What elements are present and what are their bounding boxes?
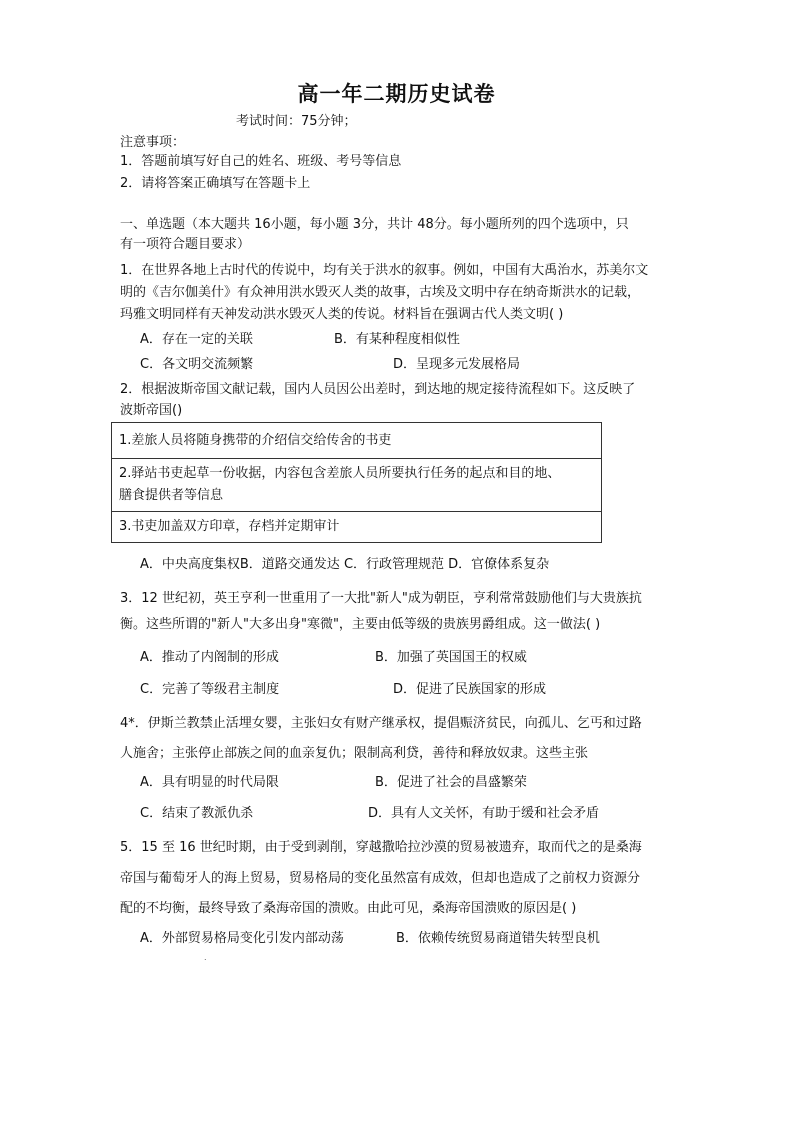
q1-option-d[interactable]: D．呈现多元发展格局: [393, 357, 521, 372]
section-heading: 一、单选题（本大题共 16小题，每小题 3分，共计 48分。每小题所列的四个选项中，只: [120, 217, 629, 232]
q3-stem-line: 3．12 世纪初，英王亨利一世重用了一大批"新人"成为朝臣，亨利常常鼓励他们与大贵族抗: [120, 591, 642, 606]
q4-stem-line: 4*．伊斯兰教禁止活埋女婴，主张妇女有财产继承权，提倡赈济贫民，向孤儿、乞丐和过路: [120, 716, 642, 731]
q2-stem-line: 波斯帝国(): [120, 403, 183, 418]
section-heading-cont: 有一项符合题目要求）: [120, 237, 251, 252]
q5-stem-line: 配的不均衡，最终导致了桑海帝国的溃败。由此可见，桑海帝国溃败的原因是( ): [120, 901, 577, 916]
q3-option-b[interactable]: B．加强了英国国王的权威: [375, 650, 527, 665]
q4-option-c[interactable]: C．结束了教派仇杀: [140, 806, 254, 821]
q5-option-a[interactable]: A．外部贸易格局变化引发内部动荡: [140, 931, 344, 946]
q4-stem-line: 人施舍；主张停止部族之间的血亲复仇；限制高利贷，善待和释放奴隶。这些主张: [120, 746, 589, 761]
q1-stem-line: 明的《吉尔伽美什》有众神用洪水毁灭人类的故事，古埃及文明中存在纳奇斯洪水的记载，: [120, 285, 641, 300]
table-row: [112, 459, 601, 512]
q1-stem-line: 1．在世界各地上古时代的传说中，均有关于洪水的叙事。例如，中国有大禹治水，苏美尔文: [120, 263, 649, 278]
q5-stem-line: 5．15 至 16 世纪时期，由于受到剥削，穿越撒哈拉沙漠的贸易被遗弃，取而代之的是桑海: [120, 840, 642, 855]
table-cell: 2.驿站书吏起草一份收据，内容包含差旅人员所要执行任务的起点和目的地、: [119, 466, 561, 481]
q1-stem-line: 玛雅文明同样有天神发动洪水毁灭人类的传说。材料旨在强调古代人类文明( ): [120, 307, 564, 322]
table-row: [112, 423, 601, 459]
notice-heading: 注意事项：: [120, 135, 186, 150]
table-row: [112, 512, 601, 542]
q1-option-b[interactable]: B．有某种程度相似性: [334, 332, 460, 347]
q1-option-c[interactable]: C．各文明交流频繁: [140, 357, 254, 372]
q3-option-a[interactable]: A．推动了内阁制的形成: [140, 650, 279, 665]
notice-item: 1．答题前填写好自己的姓名、班级、考号等信息: [120, 154, 402, 169]
q3-option-d[interactable]: D．促进了民族国家的形成: [393, 682, 547, 697]
table-cell: 3.书吏加盖双方印章，存档并定期审计: [119, 519, 340, 534]
table-cell-cont: 膳食提供者等信息: [119, 488, 224, 503]
q4-option-d[interactable]: D．具有人文关怀，有助于缓和社会矛盾: [368, 806, 600, 821]
q3-option-c[interactable]: C．完善了等级君主制度: [140, 682, 280, 697]
q4-option-b[interactable]: B．促进了社会的昌盛繁荣: [375, 775, 527, 790]
q2-table: [111, 422, 602, 543]
q2-options[interactable]: A．中央高度集权B．道路交通发达 C．行政管理规范 D．官僚体系复杂: [140, 557, 550, 572]
q5-stem-line: 帝国与葡萄牙人的海上贸易，贸易格局的变化虽然富有成效，但却也造成了之前权力资源分: [120, 871, 641, 886]
exam-time: 考试时间：75分钟；: [236, 114, 357, 129]
table-cell: 1.差旅人员将随身携带的介绍信交给传舍的书吏: [119, 433, 392, 448]
notice-item: 2．请将答案正确填写在答题卡上: [120, 176, 311, 191]
q5-option-b[interactable]: B．依赖传统贸易商道错失转型良机: [396, 931, 600, 946]
q4-option-a[interactable]: A．具有明显的时代局限: [140, 775, 279, 790]
q3-stem-line: 衡。这些所谓的"新人"大多出身"寒微"，主要由低等级的贵族男爵组成。这一做法( ): [120, 617, 601, 632]
q2-stem-line: 2．根据波斯帝国文献记载，国内人员因公出差时，到达地的规定接待流程如下。这反映了: [120, 382, 636, 397]
page-title: 高一年二期历史试卷: [297, 82, 496, 106]
q1-option-a[interactable]: A．存在一定的关联: [140, 332, 253, 347]
stray-mark: .: [204, 953, 207, 962]
